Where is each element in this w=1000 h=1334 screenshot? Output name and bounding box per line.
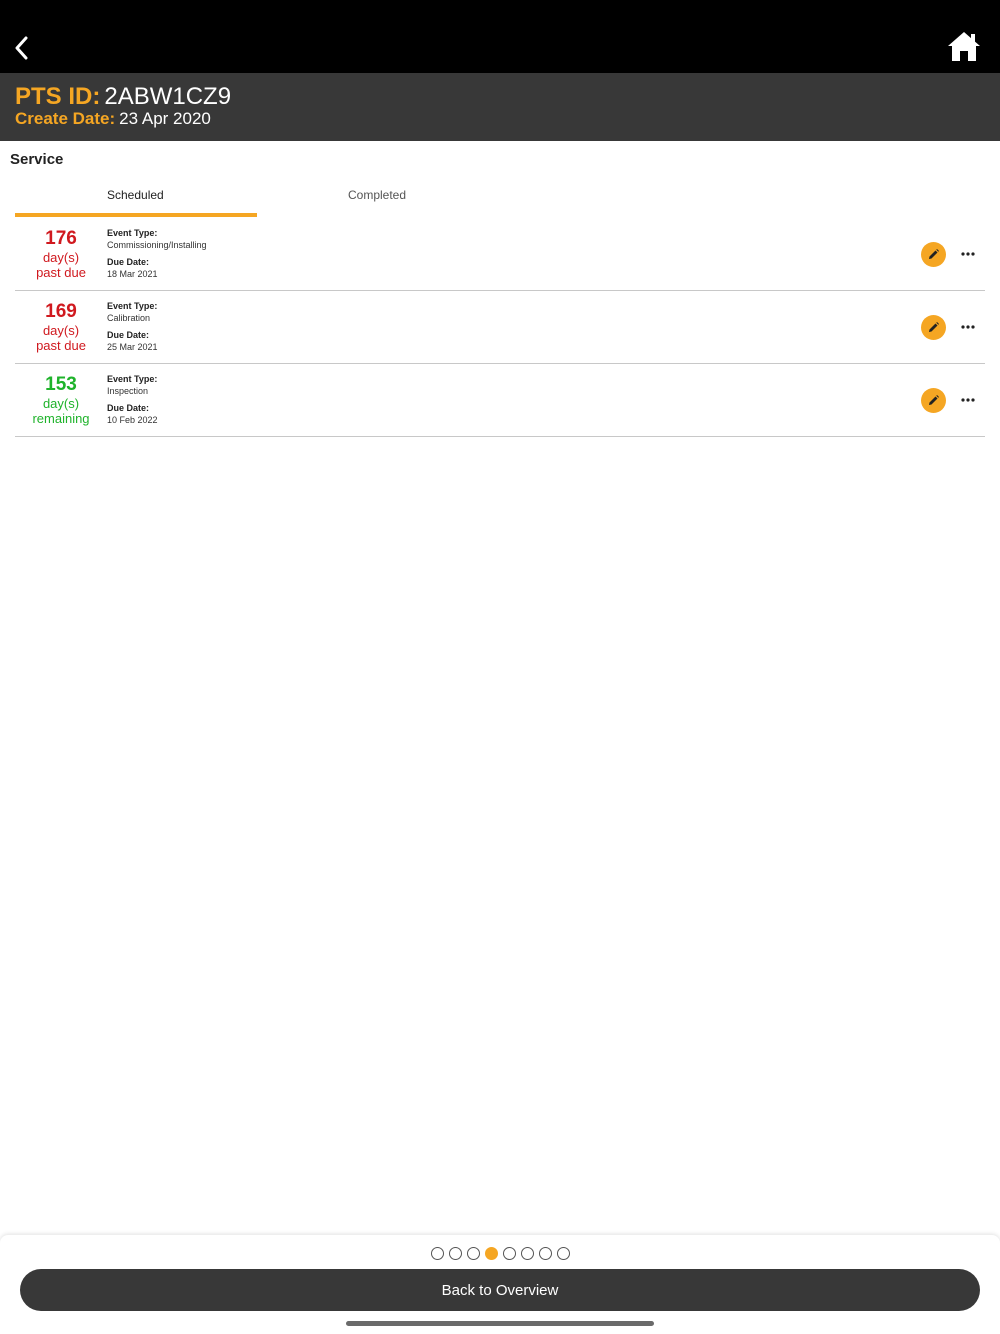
days-status: past due	[36, 338, 86, 353]
page-dot[interactable]	[467, 1247, 480, 1260]
days-counter	[15, 374, 107, 427]
event-type-label: Event Type:	[107, 374, 158, 384]
scheduled-events-list	[15, 218, 985, 437]
days-status: past due	[36, 265, 86, 280]
pts-id-value: 2ABW1CZ9	[104, 83, 232, 110]
tab-scheduled[interactable]: Scheduled	[107, 188, 164, 202]
home-indicator-bar	[346, 1321, 654, 1326]
days-unit: day(s)	[42, 323, 80, 338]
page-dot[interactable]	[431, 1247, 444, 1260]
event-type-value: Calibration	[107, 313, 151, 323]
section-title: Service	[10, 151, 64, 168]
event-type-value: Commissioning/Installing	[107, 240, 207, 250]
ellipsis-icon	[961, 398, 975, 402]
event-type-label: Event Type:	[107, 228, 158, 238]
event-type-value: Inspection	[107, 386, 149, 396]
back-button[interactable]	[6, 30, 36, 66]
page-dot[interactable]	[557, 1247, 570, 1260]
ellipsis-icon	[961, 252, 975, 256]
pencil-icon	[927, 248, 940, 261]
back-to-overview-button[interactable]: Back to Overview	[20, 1269, 980, 1311]
page-dot[interactable]	[539, 1247, 552, 1260]
due-date-value: 18 Mar 2021	[107, 269, 158, 279]
asset-header	[0, 73, 1000, 141]
list-item	[15, 364, 985, 437]
create-date-label: Create Date:	[15, 109, 116, 128]
create-date-value: 23 Apr 2020	[119, 109, 211, 128]
pencil-icon	[927, 321, 940, 334]
page-indicator	[0, 1247, 1000, 1260]
event-info	[107, 374, 158, 432]
due-date-value: 10 Feb 2022	[107, 415, 158, 425]
list-item	[15, 291, 985, 364]
days-unit: day(s)	[42, 250, 80, 265]
ellipsis-icon	[961, 325, 975, 329]
pts-id	[15, 83, 231, 111]
bottom-panel	[0, 1235, 1000, 1334]
top-navigation-bar	[0, 0, 1000, 73]
due-date-value: 25 Mar 2021	[107, 342, 158, 352]
due-date-label: Due Date:	[107, 257, 150, 267]
edit-button[interactable]	[921, 388, 946, 413]
due-date-label: Due Date:	[107, 403, 150, 413]
days-number: 169	[45, 301, 77, 322]
chevron-left-icon	[13, 36, 29, 60]
event-info	[107, 301, 158, 359]
days-counter	[15, 301, 107, 354]
edit-button[interactable]	[921, 242, 946, 267]
more-options-button[interactable]	[959, 317, 977, 337]
pencil-icon	[927, 394, 940, 407]
page-dot[interactable]	[521, 1247, 534, 1260]
days-number: 176	[45, 228, 77, 249]
page-dot[interactable]	[503, 1247, 516, 1260]
list-item	[15, 218, 985, 291]
days-unit: day(s)	[42, 396, 80, 411]
tab-completed[interactable]: Completed	[348, 188, 407, 202]
active-tab-indicator	[15, 213, 257, 217]
days-counter	[15, 228, 107, 281]
event-info	[107, 228, 207, 286]
days-status: remaining	[32, 411, 90, 426]
home-button[interactable]	[946, 30, 982, 64]
more-options-button[interactable]	[959, 244, 977, 264]
event-type-label: Event Type:	[107, 301, 158, 311]
page-dot[interactable]	[449, 1247, 462, 1260]
pts-id-label: PTS ID:	[15, 83, 101, 110]
page-dot-active[interactable]	[485, 1247, 498, 1260]
create-date	[15, 109, 211, 129]
more-options-button[interactable]	[959, 390, 977, 410]
days-number: 153	[45, 374, 77, 395]
edit-button[interactable]	[921, 315, 946, 340]
due-date-label: Due Date:	[107, 330, 150, 340]
home-icon	[946, 30, 982, 64]
